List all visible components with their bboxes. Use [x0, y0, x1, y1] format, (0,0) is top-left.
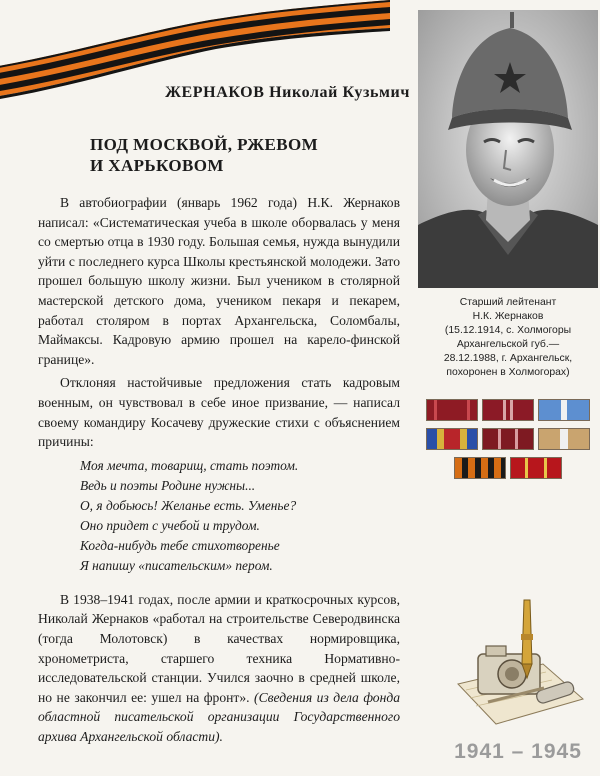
medal-ribbon-4 — [426, 428, 478, 450]
poem-line: Когда-нибудь тебе стихотворенье — [80, 537, 280, 553]
caption-line: 28.12.1988, г. Архангельск, — [443, 353, 573, 364]
medal-ribbon-5 — [482, 428, 534, 450]
caption-line: Архангельской губ.— — [456, 339, 560, 350]
author-name: ЖЕРНАКОВ Николай Кузьмич — [165, 84, 410, 101]
pen-camera-still-life-icon — [448, 594, 588, 734]
paragraph-calling: Отклоняя настойчивые предложения стать кадровым военным, он чувствовал в себе иное призвание, — написал своему командиру Косачеву дружеские стихи с объяснением причины: — [38, 375, 400, 450]
poem-line: Моя мечта, товарищ, стать поэтом. — [80, 457, 299, 473]
st-george-ribbon-icon — [0, 0, 390, 120]
medal-ribbon-2 — [482, 399, 534, 421]
caption-line: Старший лейтенант — [459, 297, 557, 308]
heading-line-1: ПОД МОСКВОЙ, РЖЕВОМ — [90, 135, 319, 154]
poem-line: Я напишу «писательским» пером. — [80, 557, 273, 573]
archive-source: (Сведения из дела фонда областной писательской организации Государственного архива Архангельской области). — [38, 689, 401, 744]
medal-ribbon-8 — [510, 457, 562, 479]
poem — [38, 456, 400, 576]
heading-line-2: И ХАРЬКОВОМ — [90, 156, 224, 175]
medal-ribbon-6 — [538, 428, 590, 450]
poem-line: О, я добьюсь! Желанье есть. Уменье? — [80, 497, 297, 513]
caption-line: (15.12.1914, с. Холмогоры — [444, 325, 572, 336]
medal-ribbon-7 — [454, 457, 506, 479]
photo-caption — [420, 296, 596, 380]
paragraph-autobiography: В автобиографии (январь 1962 года) Н.К. Жернаков написал: «Систематическая учеба в школе оборвалась у меня со смертью отца в 1930 году. Большая семья, нужда вынудили уйти с последнего курса Школы крестьянской молодежи. Зато прошел большую школу жизни. Был учеником в столярной мастерской детского дома, учеником пекаря и пекарем, работал столяром в портах Архангельска, Соломбалы, Маймаксы. Кадровую армию прошел на карело-финской границе». — [38, 195, 400, 367]
article-body — [38, 193, 400, 750]
war-years: 1941 – 1945 — [454, 740, 582, 763]
caption-line: Н.К. Жернаков — [472, 311, 544, 322]
career-text: В 1938–1941 годах, после армии и краткосрочных курсов, Николай Жернаков «работал на строительстве Северодвинска (тогда Молотовск) в качествах нормировщика, хронометриста, старшего техника Нормативно-исследовательской станции. Учился заочно в средней школе, но не закончил ее: ушел на фронт». — [38, 591, 400, 705]
medal-ribbon-3 — [538, 399, 590, 421]
article-heading — [90, 134, 390, 176]
paragraph-career — [38, 590, 400, 747]
poem-line: Оно придет с учебой и трудом. — [80, 517, 260, 533]
soldier-portrait-icon — [418, 10, 598, 288]
poem-line: Ведь и поэты Родине нужны... — [80, 477, 256, 493]
caption-line: похоронен в Холмогорах) — [446, 367, 570, 378]
portrait-photo — [418, 10, 598, 288]
medal-ribbon-1 — [426, 399, 478, 421]
